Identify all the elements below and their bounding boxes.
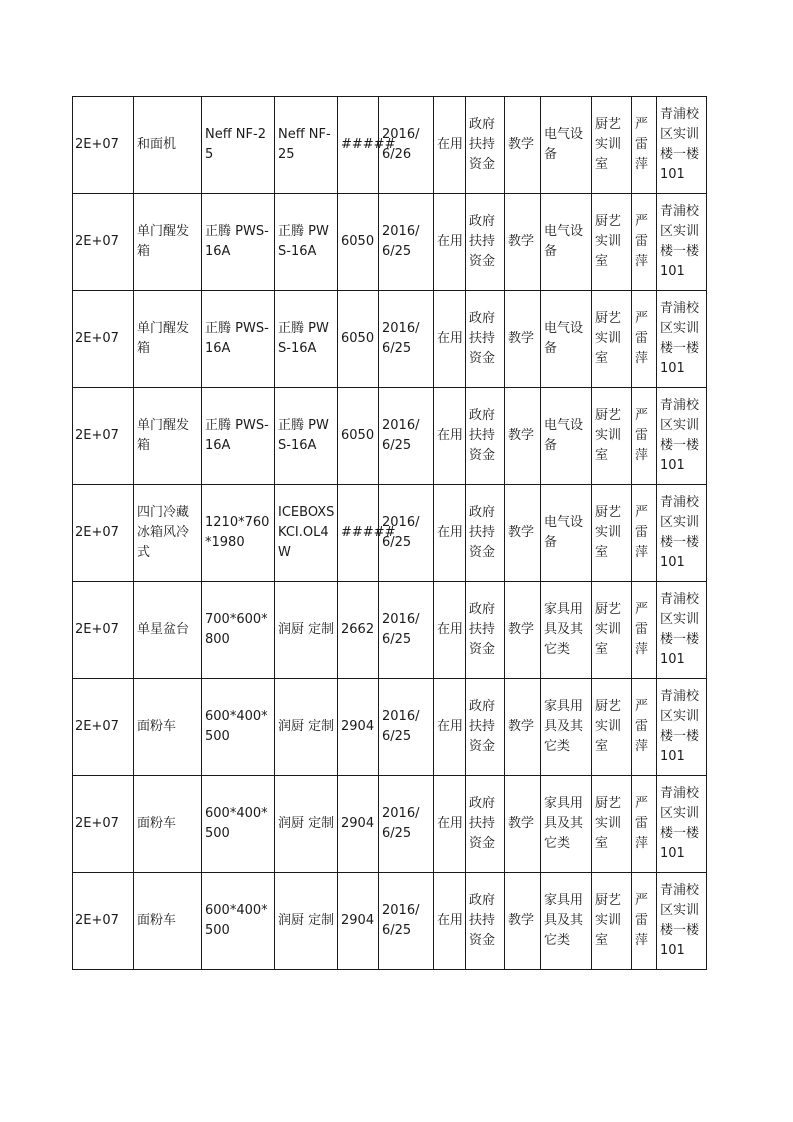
cost-cell: 6050 (338, 291, 379, 388)
asset-id-cell: 2E+07 (73, 776, 134, 873)
address-cell: 青浦校区实训楼一楼101 (657, 679, 707, 776)
usage-cell: 教学 (505, 388, 541, 485)
category-cell: 电气设备 (541, 485, 592, 582)
model-cell: 600*400*500 (202, 873, 275, 970)
location-cell: 厨艺实训室 (592, 873, 632, 970)
status-cell: 在用 (434, 582, 466, 679)
location-cell: 厨艺实训室 (592, 194, 632, 291)
funding-source-cell: 政府扶持资金 (466, 873, 505, 970)
category-cell: 电气设备 (541, 388, 592, 485)
funding-source-cell: 政府扶持资金 (466, 582, 505, 679)
model-cell: Neff NF-25 (202, 97, 275, 194)
cost-cell: 2904 (338, 873, 379, 970)
date-cell: 2016/6/25 (379, 194, 434, 291)
spec-cell: ICEBOXS KCI.OL4W (275, 485, 338, 582)
asset-id-cell: 2E+07 (73, 97, 134, 194)
spec-cell: 润厨 定制 (275, 776, 338, 873)
asset-id-cell: 2E+07 (73, 582, 134, 679)
keeper-cell: 严雷萍 (632, 388, 657, 485)
funding-source-cell: 政府扶持资金 (466, 776, 505, 873)
location-cell: 厨艺实训室 (592, 291, 632, 388)
status-cell: 在用 (434, 388, 466, 485)
model-cell: 正腾 PWS-16A (202, 388, 275, 485)
cost-cell: 6050 (338, 194, 379, 291)
cost-cell: ##### (338, 97, 379, 194)
usage-cell: 教学 (505, 97, 541, 194)
keeper-cell: 严雷萍 (632, 194, 657, 291)
status-cell: 在用 (434, 679, 466, 776)
usage-cell: 教学 (505, 291, 541, 388)
category-cell: 电气设备 (541, 194, 592, 291)
spec-cell: 润厨 定制 (275, 873, 338, 970)
asset-name-cell: 单星盆台 (134, 582, 202, 679)
table-row (73, 679, 707, 776)
table-row (73, 485, 707, 582)
date-cell: 2016/6/25 (379, 582, 434, 679)
location-cell: 厨艺实训室 (592, 679, 632, 776)
keeper-cell: 严雷萍 (632, 582, 657, 679)
model-cell: 正腾 PWS-16A (202, 194, 275, 291)
table-row (73, 194, 707, 291)
asset-id-cell: 2E+07 (73, 679, 134, 776)
date-cell: 2016/6/25 (379, 388, 434, 485)
address-cell: 青浦校区实训楼一楼101 (657, 485, 707, 582)
location-cell: 厨艺实训室 (592, 776, 632, 873)
table-row (73, 97, 707, 194)
funding-source-cell: 政府扶持资金 (466, 194, 505, 291)
asset-name-cell: 单门醒发箱 (134, 291, 202, 388)
asset-name-cell: 单门醒发箱 (134, 194, 202, 291)
keeper-cell: 严雷萍 (632, 97, 657, 194)
funding-source-cell: 政府扶持资金 (466, 679, 505, 776)
keeper-cell: 严雷萍 (632, 776, 657, 873)
date-cell: 2016/6/25 (379, 679, 434, 776)
usage-cell: 教学 (505, 873, 541, 970)
usage-cell: 教学 (505, 776, 541, 873)
date-cell: 2016/6/26 (379, 97, 434, 194)
location-cell: 厨艺实训室 (592, 388, 632, 485)
category-cell: 家具用具及其它类 (541, 873, 592, 970)
address-cell: 青浦校区实训楼一楼101 (657, 388, 707, 485)
date-cell: 2016/6/25 (379, 776, 434, 873)
category-cell: 家具用具及其它类 (541, 679, 592, 776)
usage-cell: 教学 (505, 485, 541, 582)
asset-name-cell: 单门醒发箱 (134, 388, 202, 485)
spec-cell: 润厨 定制 (275, 582, 338, 679)
table-row (73, 776, 707, 873)
funding-source-cell: 政府扶持资金 (466, 388, 505, 485)
model-cell: 正腾 PWS-16A (202, 291, 275, 388)
model-cell: 600*400*500 (202, 776, 275, 873)
table-row (73, 291, 707, 388)
asset-name-cell: 面粉车 (134, 776, 202, 873)
address-cell: 青浦校区实训楼一楼101 (657, 582, 707, 679)
status-cell: 在用 (434, 485, 466, 582)
date-cell: 2016/6/25 (379, 485, 434, 582)
asset-name-cell: 面粉车 (134, 679, 202, 776)
location-cell: 厨艺实训室 (592, 582, 632, 679)
location-cell: 厨艺实训室 (592, 97, 632, 194)
status-cell: 在用 (434, 194, 466, 291)
keeper-cell: 严雷萍 (632, 485, 657, 582)
address-cell: 青浦校区实训楼一楼101 (657, 873, 707, 970)
funding-source-cell: 政府扶持资金 (466, 291, 505, 388)
model-cell: 600*400*500 (202, 679, 275, 776)
status-cell: 在用 (434, 97, 466, 194)
status-cell: 在用 (434, 291, 466, 388)
funding-source-cell: 政府扶持资金 (466, 97, 505, 194)
usage-cell: 教学 (505, 194, 541, 291)
table-row (73, 582, 707, 679)
cost-cell: 2662 (338, 582, 379, 679)
asset-table (72, 96, 707, 970)
keeper-cell: 严雷萍 (632, 291, 657, 388)
cost-cell: 6050 (338, 388, 379, 485)
model-cell: 700*600*800 (202, 582, 275, 679)
location-cell: 厨艺实训室 (592, 485, 632, 582)
asset-id-cell: 2E+07 (73, 194, 134, 291)
funding-source-cell: 政府扶持资金 (466, 485, 505, 582)
keeper-cell: 严雷萍 (632, 679, 657, 776)
usage-cell: 教学 (505, 582, 541, 679)
date-cell: 2016/6/25 (379, 873, 434, 970)
address-cell: 青浦校区实训楼一楼101 (657, 776, 707, 873)
asset-name-cell: 面粉车 (134, 873, 202, 970)
keeper-cell: 严雷萍 (632, 873, 657, 970)
asset-name-cell: 四门冷藏冰箱风冷式 (134, 485, 202, 582)
model-cell: 1210*760*1980 (202, 485, 275, 582)
table-row (73, 388, 707, 485)
category-cell: 电气设备 (541, 97, 592, 194)
spec-cell: 正腾 PWS-16A (275, 194, 338, 291)
status-cell: 在用 (434, 776, 466, 873)
date-cell: 2016/6/25 (379, 291, 434, 388)
spec-cell: 正腾 PWS-16A (275, 291, 338, 388)
spec-cell: 正腾 PWS-16A (275, 388, 338, 485)
asset-id-cell: 2E+07 (73, 388, 134, 485)
asset-id-cell: 2E+07 (73, 485, 134, 582)
cost-cell: 2904 (338, 679, 379, 776)
spec-cell: 润厨 定制 (275, 679, 338, 776)
address-cell: 青浦校区实训楼一楼101 (657, 97, 707, 194)
asset-id-cell: 2E+07 (73, 873, 134, 970)
address-cell: 青浦校区实训楼一楼101 (657, 194, 707, 291)
address-cell: 青浦校区实训楼一楼101 (657, 291, 707, 388)
asset-name-cell: 和面机 (134, 97, 202, 194)
status-cell: 在用 (434, 873, 466, 970)
usage-cell: 教学 (505, 679, 541, 776)
category-cell: 家具用具及其它类 (541, 776, 592, 873)
cost-cell: 2904 (338, 776, 379, 873)
spec-cell: Neff NF-25 (275, 97, 338, 194)
category-cell: 家具用具及其它类 (541, 582, 592, 679)
cost-cell: ##### (338, 485, 379, 582)
asset-id-cell: 2E+07 (73, 291, 134, 388)
table-row (73, 873, 707, 970)
category-cell: 电气设备 (541, 291, 592, 388)
